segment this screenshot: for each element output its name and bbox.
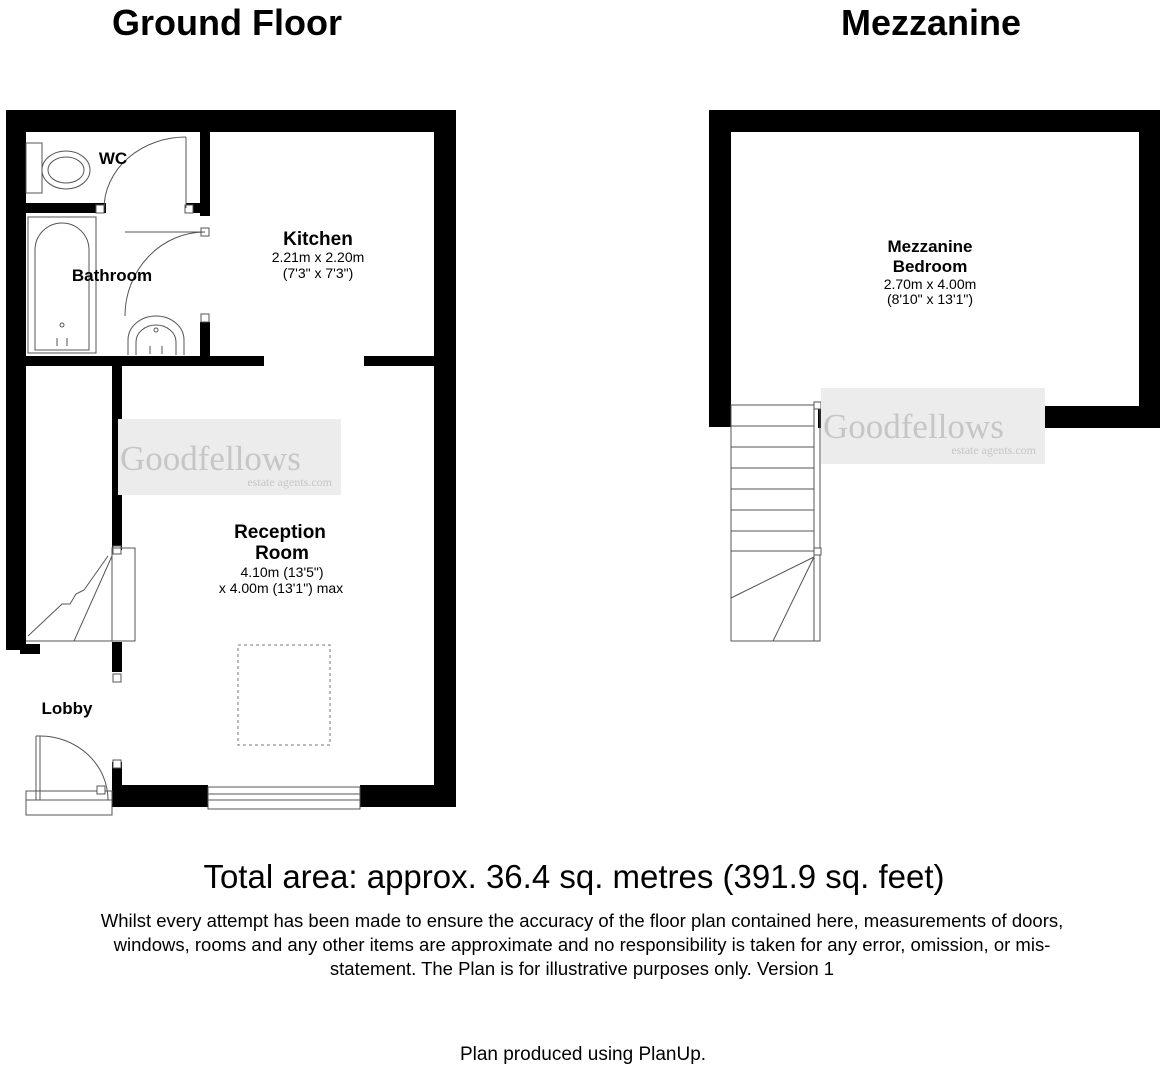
reception-dims-1: 4.10m (13'5") [240, 564, 324, 580]
reception-dims-2: x 4.00m (13'1") max [218, 580, 344, 596]
footer-credit: Plan produced using PlanUp. [459, 1044, 707, 1065]
kitchen-imperial: (7'3" x 7'3") [282, 265, 354, 281]
room-label-reception-1: Reception [234, 522, 326, 543]
wall [364, 356, 436, 366]
window [208, 787, 360, 809]
toilet [26, 143, 90, 193]
staircase-mezzanine [731, 402, 821, 641]
wall [26, 356, 264, 366]
wall [6, 110, 456, 132]
room-label-mezzanine-1: Mezzanine [887, 237, 973, 256]
watermark-logo [821, 388, 1045, 464]
wc-door [104, 137, 186, 208]
room-label-bathroom: Bathroom [71, 266, 153, 285]
wall [360, 785, 456, 807]
wall [26, 203, 106, 213]
wall [434, 110, 456, 807]
watermark-brand: Goodfellows [823, 407, 1004, 446]
wall [200, 322, 210, 358]
room-label-lobby: Lobby [41, 699, 93, 718]
rug [238, 645, 330, 745]
mezzanine-metric: 2.70m x 4.00m [883, 276, 977, 292]
ground-floor-heading: Ground Floor [112, 2, 342, 43]
watermark-logo [118, 419, 341, 495]
wall [122, 785, 208, 807]
staircase-ground [26, 548, 135, 641]
disclaimer: Whilst every attempt has been made to ensure the accuracy of the floor plan contained here, measurements of doors, windows, rooms and any other items are approximate and no responsibility is taken for any error, omission, or mis-statement. The Plan is for illustrative purposes only. Version 1 [100, 910, 1064, 979]
room-label-mezzanine-2: Bedroom [892, 257, 968, 276]
ground-floor-plan [6, 110, 456, 815]
kitchen-metric: 2.21m x 2.20m [271, 249, 365, 265]
basin [128, 316, 184, 355]
room-label-wc: WC [98, 149, 128, 168]
bathtub [28, 217, 96, 353]
wall [1139, 110, 1160, 410]
front-door [26, 736, 112, 815]
wall [20, 644, 40, 654]
watermark-brand: Goodfellows [120, 439, 301, 478]
wall [112, 762, 122, 807]
watermark-tagline: estate agents.com [247, 475, 332, 489]
mezzanine-imperial: (8'10" x 13'1") [886, 291, 974, 307]
room-label-reception-2: Room [255, 543, 309, 564]
wall [6, 110, 26, 650]
room-label-kitchen: Kitchen [283, 229, 353, 250]
wall [112, 642, 122, 672]
total-area: Total area: approx. 36.4 sq. metres (391.9 sq. feet) [203, 858, 945, 895]
watermark-tagline: estate agents.com [951, 443, 1036, 457]
mezzanine-plan [709, 110, 1160, 641]
mezzanine-heading: Mezzanine [841, 2, 1022, 43]
wall [709, 110, 1160, 132]
wall [709, 110, 731, 427]
